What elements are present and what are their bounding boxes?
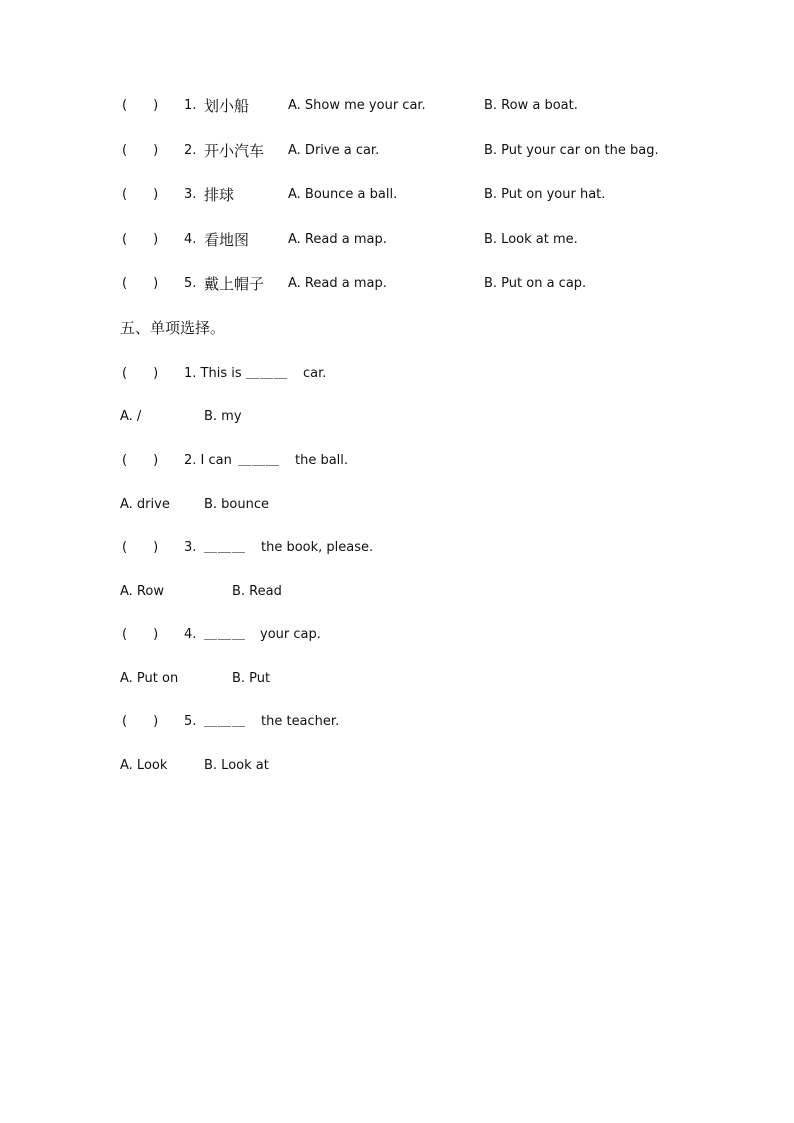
answer-paren[interactable]: ( ) — [122, 714, 159, 729]
option-a: A. Row — [120, 584, 164, 599]
section-five-title: 五、单项选择。 — [120, 319, 226, 337]
chinese-phrase: 开小汽车 — [204, 142, 265, 160]
option-a: A. Bounce a ball. — [288, 187, 398, 202]
option-a: A. Show me your car. — [288, 98, 426, 113]
answer-paren[interactable]: ( ) — [122, 143, 159, 158]
fill-blank[interactable]: ＿＿＿ — [204, 627, 247, 642]
answer-paren[interactable]: ( ) — [122, 232, 159, 247]
option-b: B. Read — [232, 584, 282, 599]
question-prefix: 3. — [184, 540, 197, 555]
option-a: A. Read a map. — [288, 232, 387, 247]
item-number: 5. — [184, 276, 197, 291]
option-b: B. bounce — [204, 497, 270, 512]
answer-paren[interactable]: ( ) — [122, 187, 159, 202]
item-number: 3. — [184, 187, 197, 202]
option-a: A. Read a map. — [288, 276, 387, 291]
item-number: 1. — [184, 98, 197, 113]
question-suffix: the ball. — [295, 453, 349, 468]
question-suffix: car. — [303, 366, 327, 381]
question-prefix: 5. — [184, 714, 197, 729]
option-b: B. Row a boat. — [484, 98, 578, 113]
option-b: B. Look at me. — [484, 232, 578, 247]
answer-paren[interactable]: ( ) — [122, 98, 159, 113]
question-suffix: the book, please. — [261, 540, 374, 555]
item-number: 4. — [184, 232, 197, 247]
option-b: B. Put your car on the bag. — [484, 143, 659, 158]
chinese-phrase: 排球 — [204, 186, 235, 204]
option-a: A. / — [120, 409, 142, 424]
option-a: A. Put on — [120, 671, 179, 686]
question-suffix: your cap. — [260, 627, 321, 642]
answer-paren[interactable]: ( ) — [122, 627, 159, 642]
question-prefix: 4. — [184, 627, 197, 642]
item-number: 2. — [184, 143, 197, 158]
option-b: B. my — [204, 409, 242, 424]
fill-blank[interactable]: ＿＿＿ — [238, 453, 281, 468]
answer-paren[interactable]: ( ) — [122, 276, 159, 291]
chinese-phrase: 划小船 — [204, 97, 250, 115]
answer-paren[interactable]: ( ) — [122, 366, 159, 381]
option-a: A. Look — [120, 758, 168, 773]
chinese-phrase: 戴上帽子 — [204, 275, 265, 293]
option-a: A. Drive a car. — [288, 143, 380, 158]
question-prefix: 1. This is — [184, 366, 242, 381]
answer-paren[interactable]: ( ) — [122, 540, 159, 555]
option-b: B. Put — [232, 671, 271, 686]
question-prefix: 2. I can — [184, 453, 232, 468]
answer-paren[interactable]: ( ) — [122, 453, 159, 468]
option-b: B. Look at — [204, 758, 269, 773]
fill-blank[interactable]: ＿＿＿ — [204, 540, 247, 555]
option-a: A. drive — [120, 497, 170, 512]
option-b: B. Put on your hat. — [484, 187, 606, 202]
chinese-phrase: 看地图 — [204, 231, 250, 249]
fill-blank[interactable]: ＿＿＿ — [204, 714, 247, 729]
question-suffix: the teacher. — [261, 714, 340, 729]
option-b: B. Put on a cap. — [484, 276, 587, 291]
fill-blank[interactable]: ＿＿＿ — [246, 366, 289, 381]
